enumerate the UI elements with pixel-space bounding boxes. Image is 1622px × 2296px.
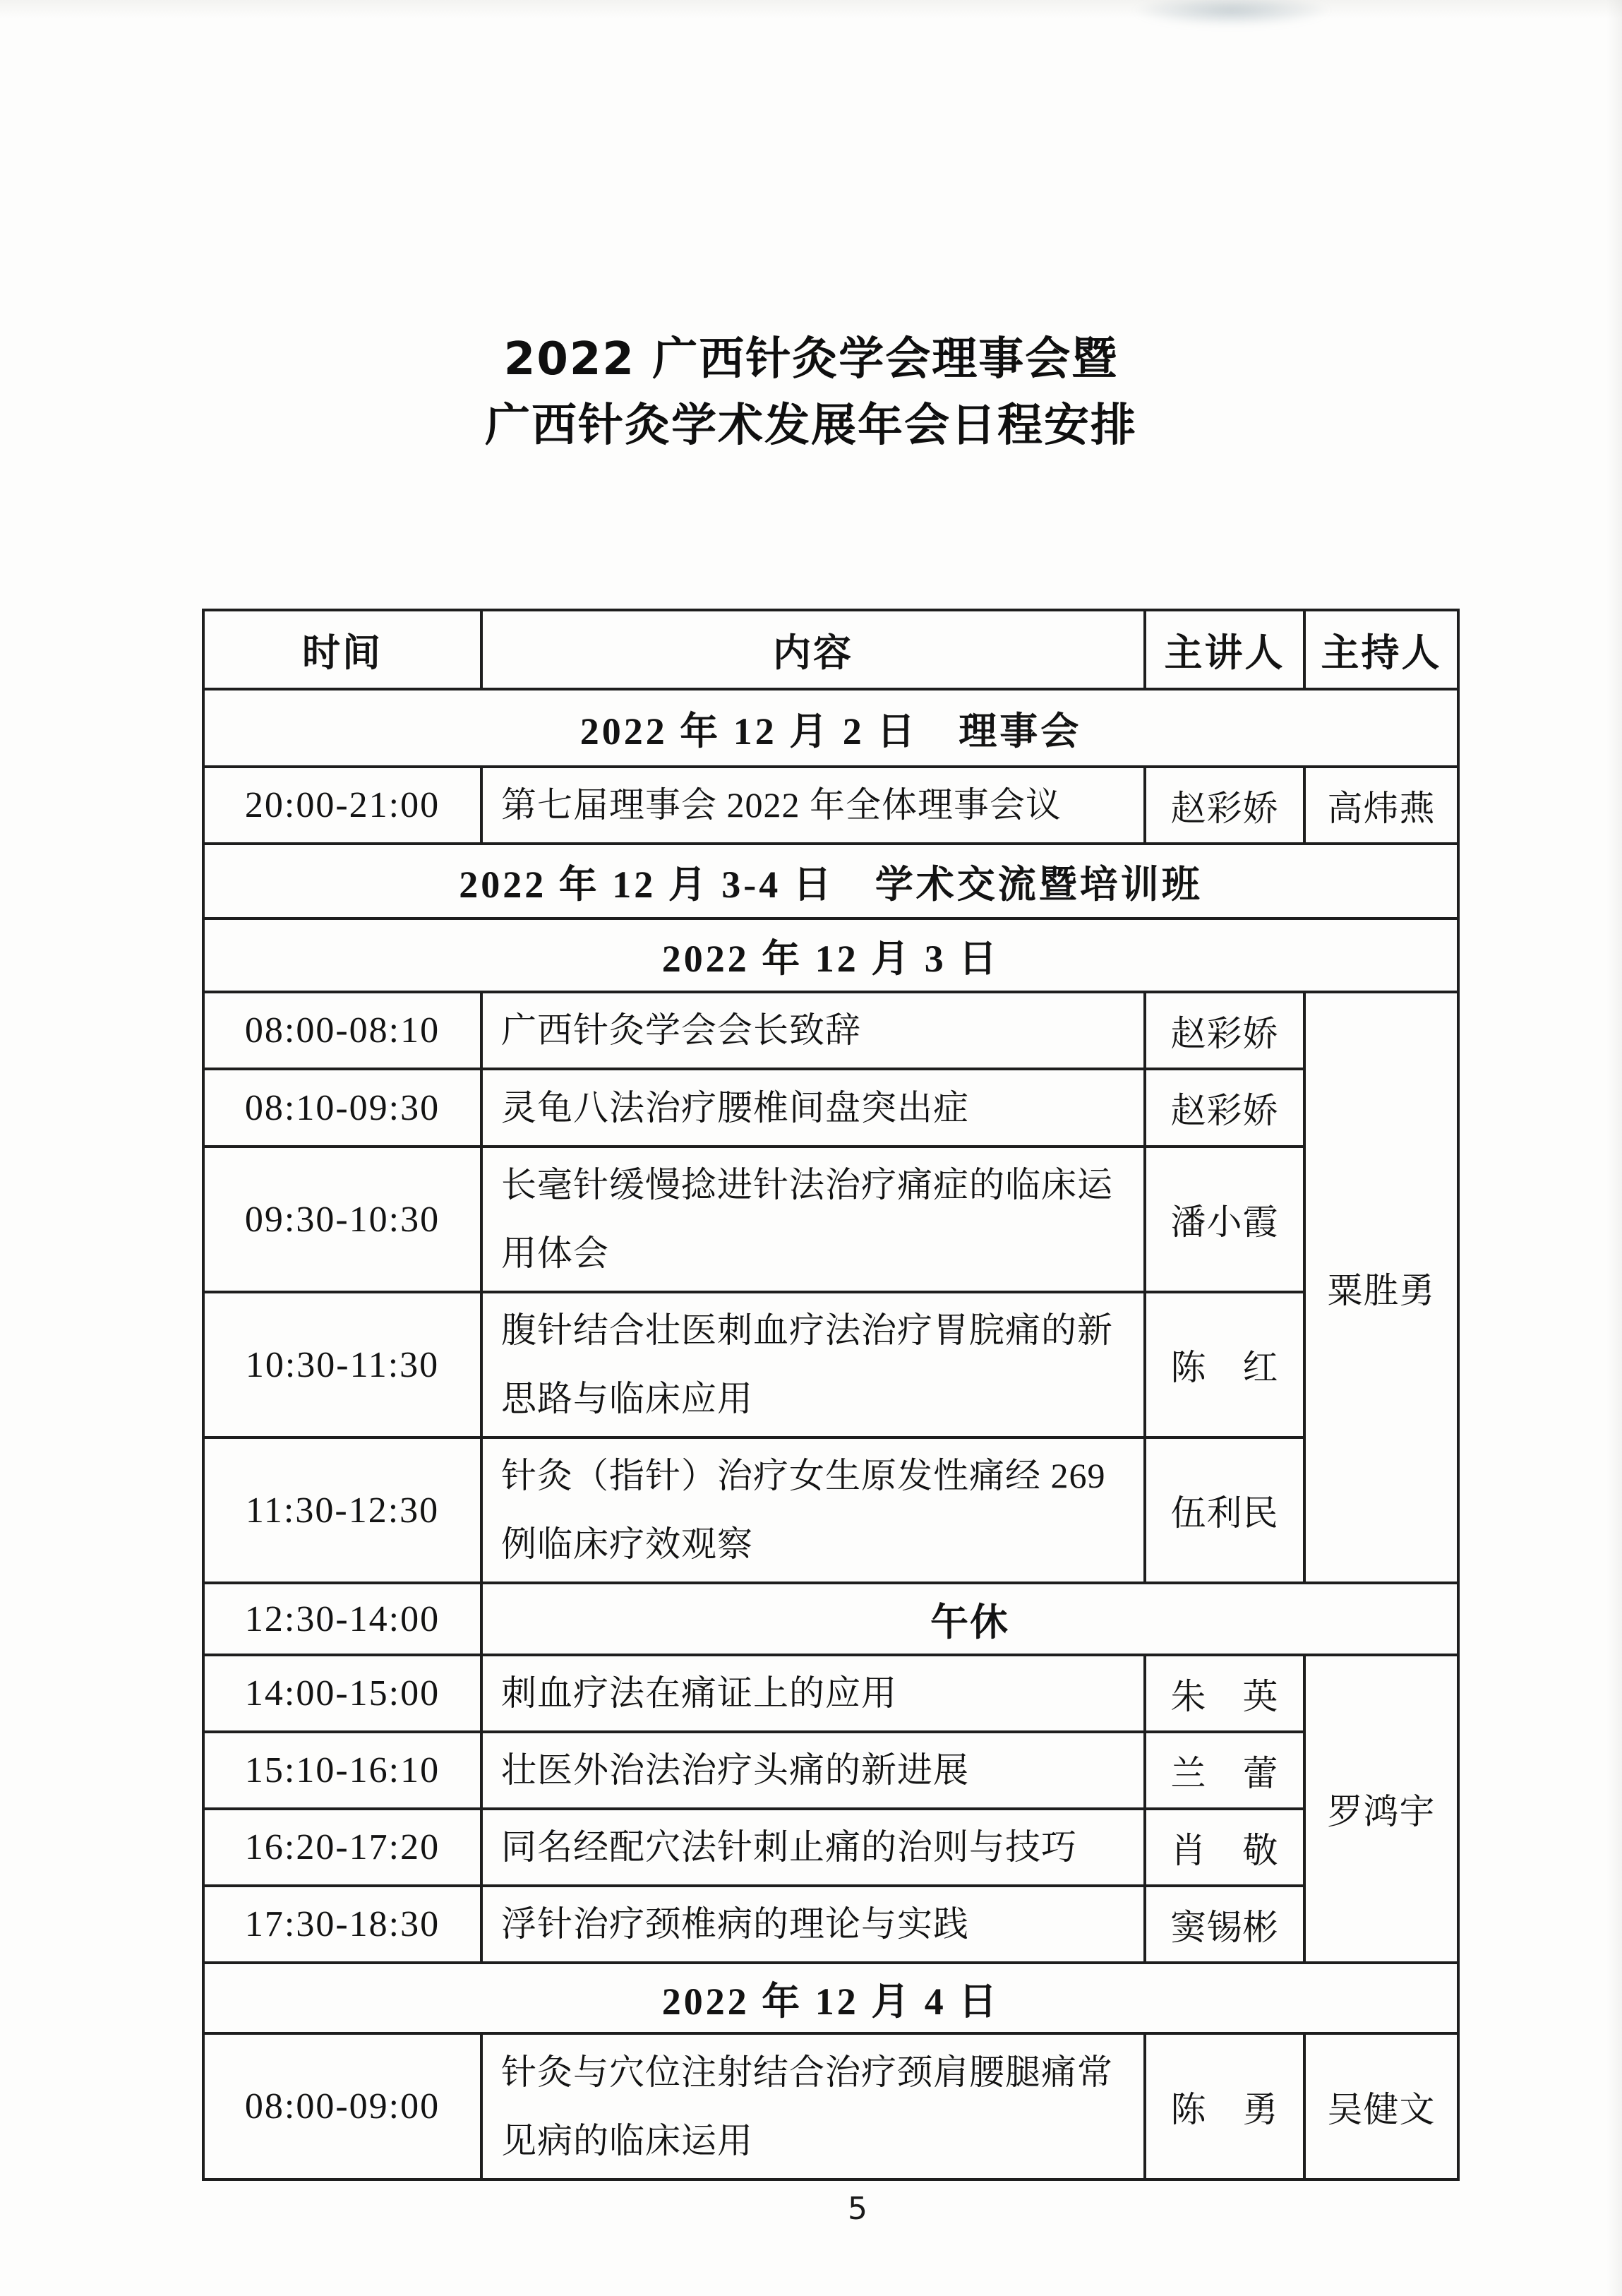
table-row	[203, 1886, 1458, 1963]
event-content: 广西针灸学会会长致辞	[481, 992, 1145, 1069]
page-number: 5	[848, 2191, 867, 2227]
section-label-dec3: 2022 年 12 月 3 日	[203, 919, 1458, 992]
break-row	[203, 1583, 1458, 1655]
section-label-dec34: 2022 年 12 月 3-4 日 学术交流暨培训班	[203, 844, 1458, 919]
section-row-dec3	[203, 919, 1458, 992]
section-row-dec2	[203, 689, 1458, 767]
table-row	[203, 1292, 1458, 1437]
merged-host-cell-morning: 粟胜勇	[1304, 992, 1458, 1583]
event-content: 灵龟八法治疗腰椎间盘突出症	[481, 1069, 1145, 1147]
merged-host-cell-afternoon: 罗鸿宇	[1304, 1655, 1458, 1963]
document-title-line-1: 2022 广西针灸学会理事会暨	[503, 333, 1119, 385]
table-row	[203, 1437, 1458, 1583]
event-time: 20:00-21:00	[203, 767, 481, 844]
document-title-line-2: 广西针灸学术发展年会日程安排	[485, 400, 1137, 452]
event-content: 针灸（指针）治疗女生原发性痛经 269 例临床疗效观察	[481, 1437, 1145, 1583]
scan-artifact	[1105, 0, 1359, 31]
event-content: 浮针治疗颈椎病的理论与实践	[481, 1886, 1145, 1963]
event-time: 09:30-10:30	[203, 1147, 481, 1292]
event-speaker: 潘小霞	[1145, 1147, 1304, 1292]
header-cell-content: 内容	[481, 610, 1145, 689]
event-time: 14:00-15:00	[203, 1655, 481, 1732]
table-row	[203, 992, 1458, 1069]
section-label-dec2: 2022 年 12 月 2 日 理事会	[203, 689, 1458, 767]
event-time: 17:30-18:30	[203, 1886, 481, 1963]
event-content: 第七届理事会 2022 年全体理事会议	[481, 767, 1145, 844]
event-time: 16:20-17:20	[203, 1809, 481, 1886]
event-time: 15:10-16:10	[203, 1732, 481, 1809]
event-speaker: 赵彩娇	[1145, 992, 1304, 1069]
event-content: 长毫针缓慢捻进针法治疗痛症的临床运用体会	[481, 1147, 1145, 1292]
document-title	[0, 0, 1622, 459]
event-speaker: 陈 勇	[1145, 2033, 1304, 2180]
event-content: 壮医外治法治疗头痛的新进展	[481, 1732, 1145, 1809]
event-speaker: 肖 敬	[1145, 1809, 1304, 1886]
event-content: 同名经配穴法针刺止痛的治则与技巧	[481, 1809, 1145, 1886]
event-speaker: 赵彩娇	[1145, 767, 1304, 844]
event-time: 10:30-11:30	[203, 1292, 481, 1437]
event-speaker: 窦锡彬	[1145, 1886, 1304, 1963]
event-time: 08:00-09:00	[203, 2033, 481, 2180]
header-cell-speaker: 主讲人	[1145, 610, 1304, 689]
table-header-row	[203, 610, 1458, 689]
event-content: 刺血疗法在痛证上的应用	[481, 1655, 1145, 1732]
schedule-table	[202, 609, 1460, 2181]
table-row	[203, 1069, 1458, 1147]
table-row	[203, 1732, 1458, 1809]
event-content: 腹针结合壮医刺血疗法治疗胃脘痛的新思路与临床应用	[481, 1292, 1145, 1437]
event-time: 08:10-09:30	[203, 1069, 481, 1147]
table-row	[203, 1809, 1458, 1886]
event-content: 针灸与穴位注射结合治疗颈肩腰腿痛常见病的临床运用	[481, 2033, 1145, 2180]
table-row	[203, 2033, 1458, 2180]
break-label: 午休	[481, 1583, 1458, 1655]
section-label-dec4: 2022 年 12 月 4 日	[203, 1963, 1458, 2033]
header-cell-host: 主持人	[1304, 610, 1458, 689]
section-row-dec4	[203, 1963, 1458, 2033]
event-time: 12:30-14:00	[203, 1583, 481, 1655]
table-row	[203, 767, 1458, 844]
table-row	[203, 1655, 1458, 1732]
event-speaker: 伍利民	[1145, 1437, 1304, 1583]
event-host: 高炜燕	[1304, 767, 1458, 844]
event-speaker: 赵彩娇	[1145, 1069, 1304, 1147]
event-time: 11:30-12:30	[203, 1437, 481, 1583]
event-speaker: 陈 红	[1145, 1292, 1304, 1437]
table-row	[203, 1147, 1458, 1292]
event-speaker: 朱 英	[1145, 1655, 1304, 1732]
header-cell-time: 时间	[203, 610, 481, 689]
section-row-dec34	[203, 844, 1458, 919]
event-host: 吴健文	[1304, 2033, 1458, 2180]
event-speaker: 兰 蕾	[1145, 1732, 1304, 1809]
event-time: 08:00-08:10	[203, 992, 481, 1069]
